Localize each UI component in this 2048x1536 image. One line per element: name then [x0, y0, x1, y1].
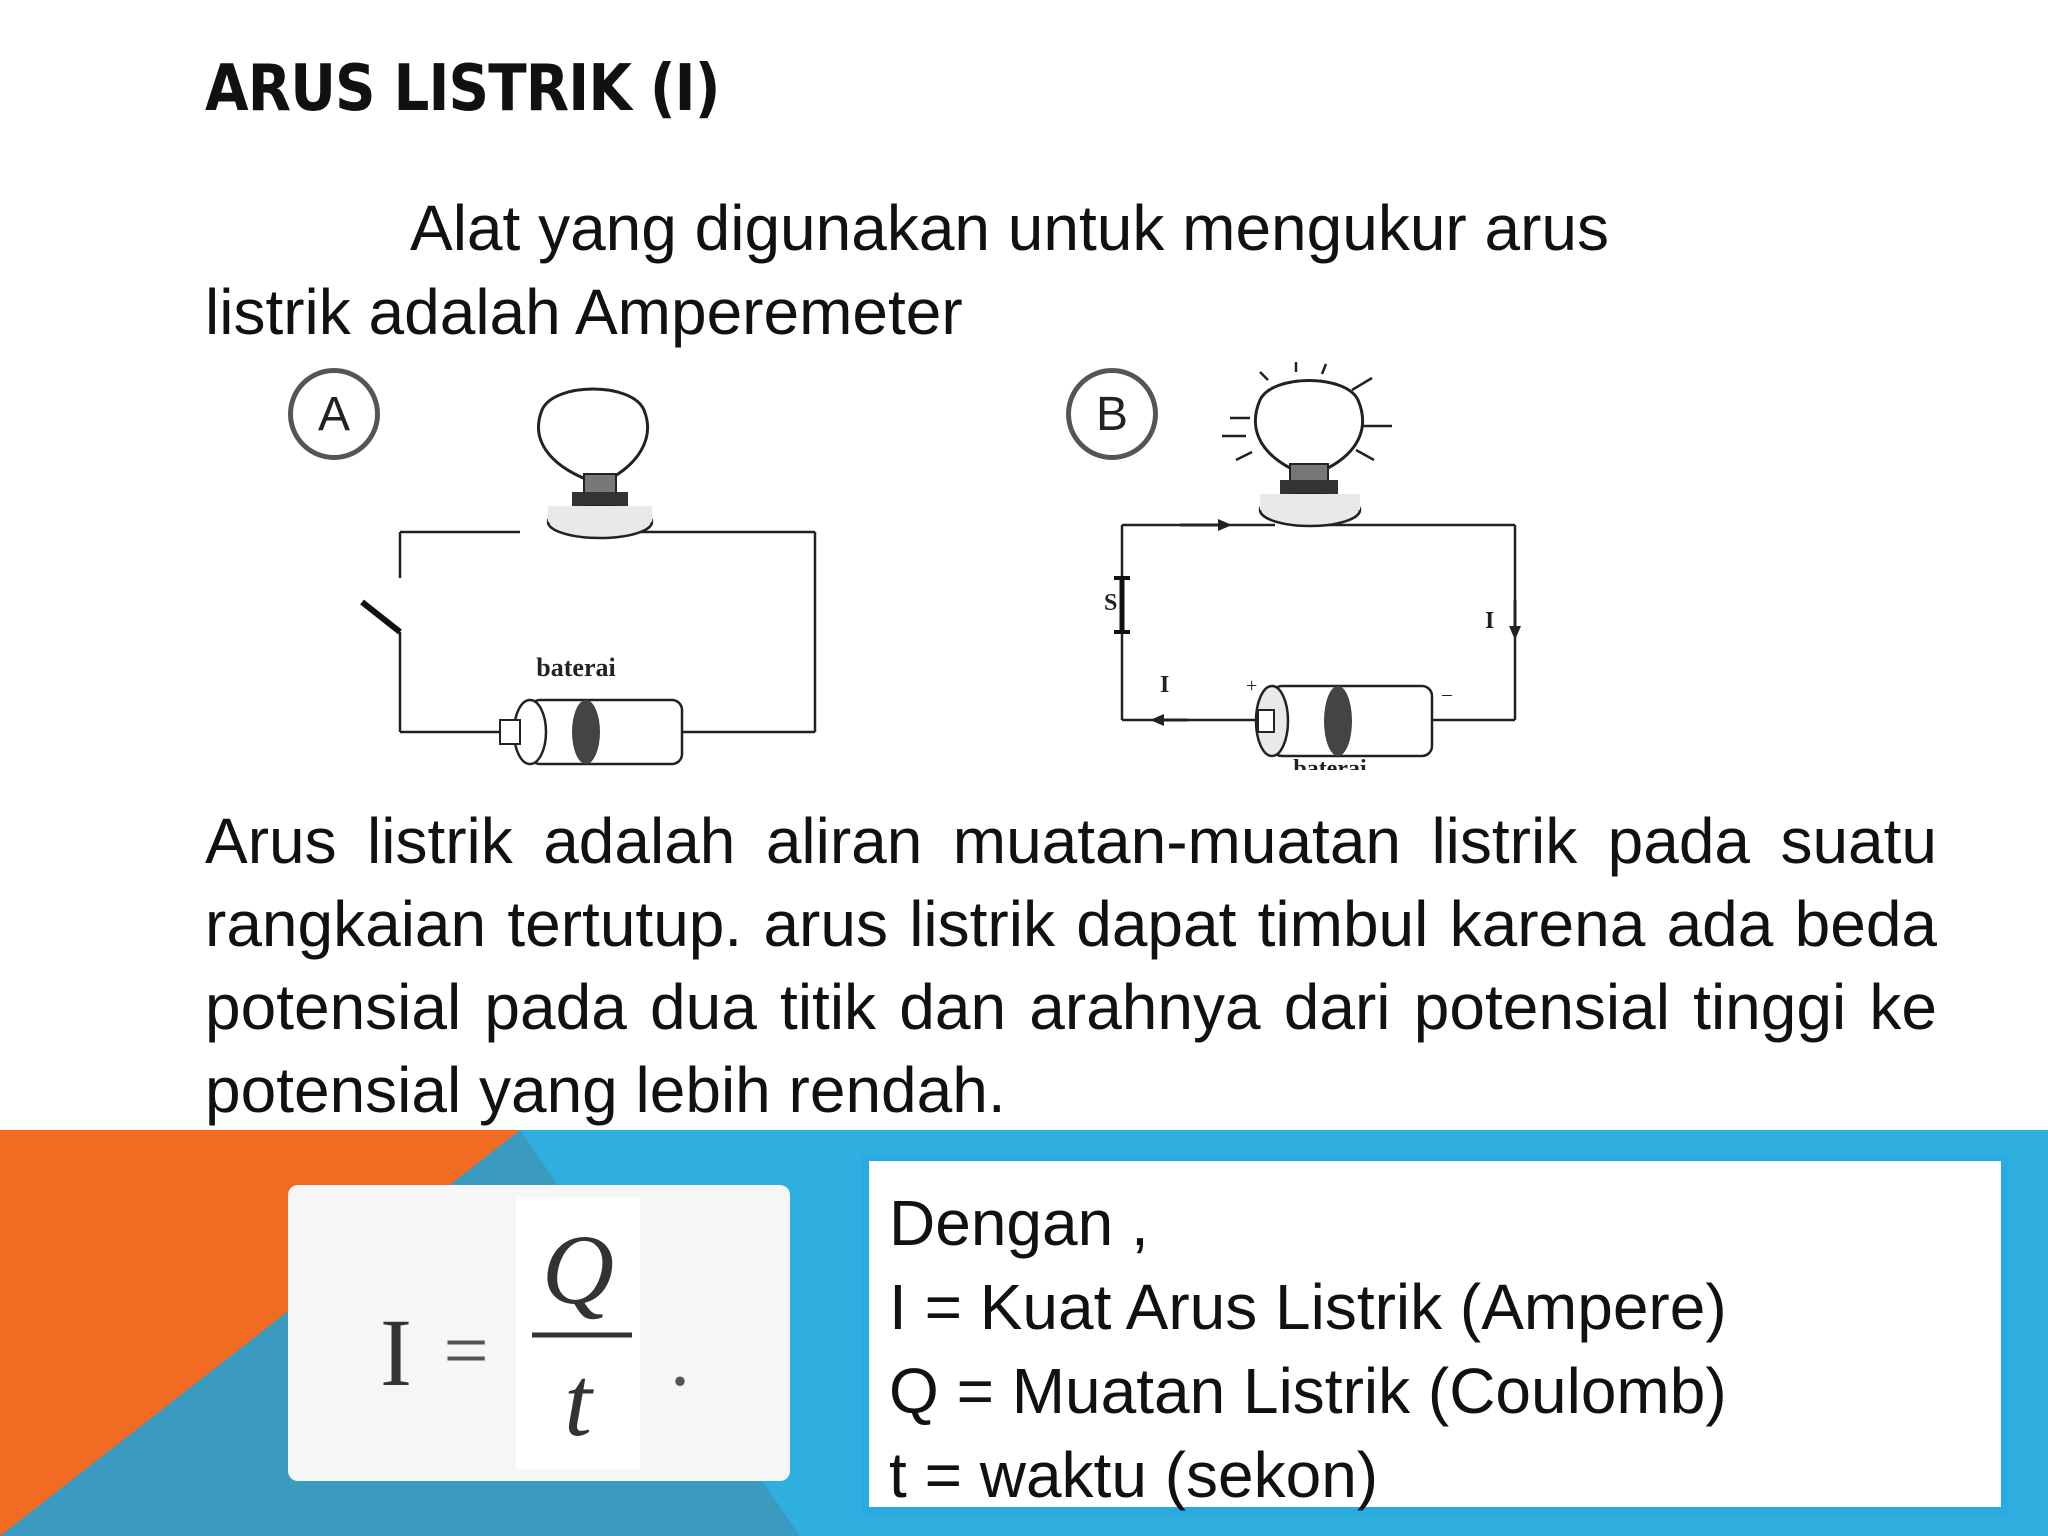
- lamp-icon: [539, 389, 652, 538]
- formula-equals: =: [443, 1307, 489, 1395]
- plus-sign: +: [1246, 675, 1258, 697]
- definition-item: I = Kuat Arus Listrik (Ampere): [889, 1271, 1727, 1343]
- arrow-down-icon: [1509, 600, 1521, 640]
- switch-label: S: [1104, 590, 1118, 616]
- circuit-a-diagram: [350, 370, 840, 750]
- formula-numerator: Q: [541, 1214, 615, 1325]
- formula-lhs: I: [380, 1299, 412, 1406]
- definitions-heading: Dengan ,: [889, 1187, 1149, 1259]
- formula-end: .: [670, 1315, 690, 1403]
- definitions-box: [862, 1154, 2008, 1514]
- battery-icon: [1256, 686, 1432, 756]
- formula-graphic: [288, 1185, 790, 1481]
- definition-item: Q = Muatan Listrik (Coulomb): [889, 1355, 1727, 1427]
- lit-lamp-icon: [1222, 362, 1392, 526]
- circuit-b-label: B: [1066, 368, 1158, 460]
- battery-label-a: baterai: [536, 653, 616, 682]
- switch-icon: [362, 602, 400, 632]
- intro-text: [205, 186, 1765, 354]
- body-paragraph: Arus listrik adalah aliran muatan-muatan listrik pada suatu rangkaian tertutup. arus listrik dapat timbul karena ada beda potensial pada dua titik dan arahnya dari potensial tinggi ke potensial yang lebih rendah.: [205, 805, 1937, 1126]
- intro-line-2: listrik adalah Amperemeter: [205, 276, 963, 348]
- battery-icon: [500, 700, 682, 764]
- slide-title: ARUS LISTRIK (I): [205, 52, 720, 126]
- intro-line-1: Alat yang digunakan untuk mengukur arus: [410, 192, 1609, 264]
- minus-sign: –: [1442, 683, 1452, 705]
- circuit-a-label: A: [288, 368, 380, 460]
- current-label-bottom: I: [1160, 672, 1170, 698]
- current-label-right: I: [1485, 608, 1495, 634]
- battery-label-b: baterai: [1293, 756, 1367, 782]
- circuit-b-diagram: [1100, 360, 1540, 782]
- definition-item: t = waktu (sekon): [889, 1439, 1379, 1511]
- formula-box: [288, 1185, 790, 1481]
- arrow-left-icon: [1150, 714, 1188, 726]
- formula-denominator: t: [564, 1346, 592, 1457]
- arrow-right-icon: [1180, 519, 1232, 531]
